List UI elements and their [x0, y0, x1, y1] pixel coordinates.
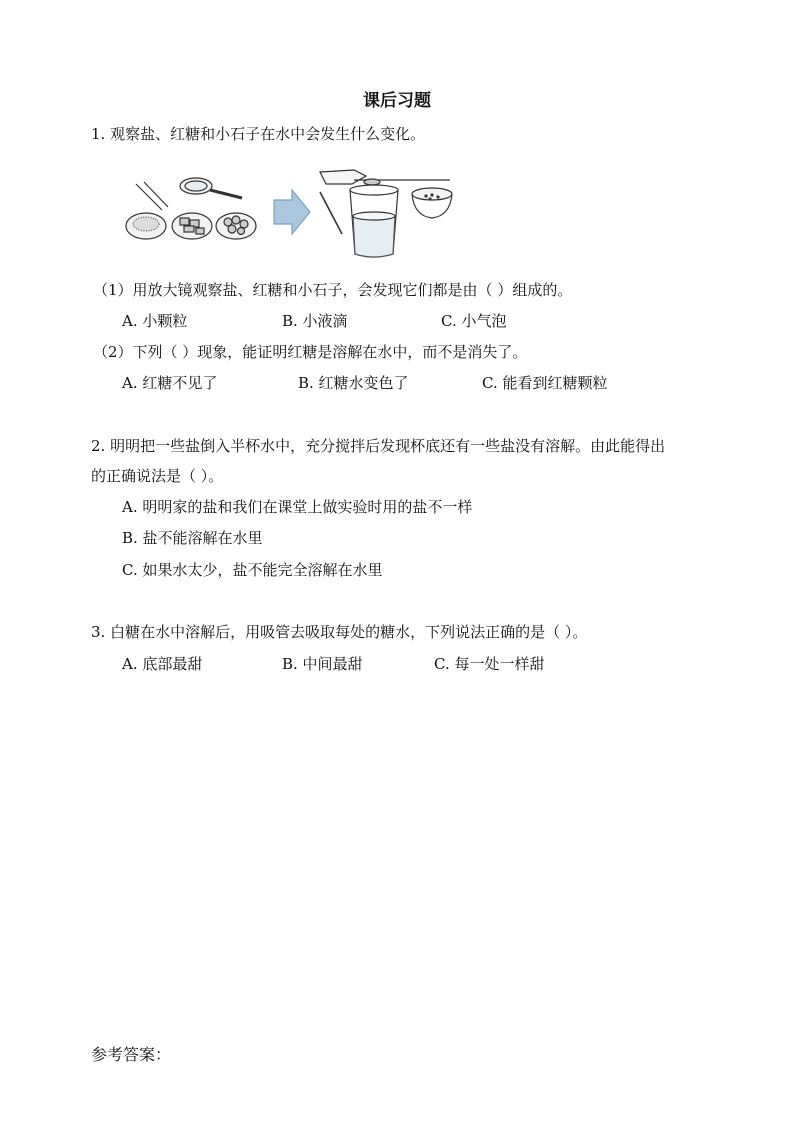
option-3-c[interactable]: C. 每一处一样甜	[434, 655, 545, 673]
option-2-c[interactable]: C. 如果水太少，盐不能完全溶解在水里	[122, 561, 383, 579]
option-3-a[interactable]: A. 底部最甜	[122, 655, 203, 673]
option-1-1-b[interactable]: B. 小液滴	[282, 312, 348, 330]
magnifying-glass-icon	[180, 178, 242, 198]
option-1-2-a[interactable]: A. 红糖不见了	[122, 374, 218, 392]
option-2-b[interactable]: B. 盐不能溶解在水里	[122, 529, 263, 547]
answer-key-header: 参考答案：	[91, 1045, 172, 1064]
sugar-bowl-icon	[412, 188, 452, 218]
question-2-stem-line-2: 的正确说法是（ ）。	[91, 467, 224, 485]
question-1-stem: 1. 观察盐、红糖和小石子在水中会发生什么变化。	[91, 125, 426, 143]
stones-plate-icon	[216, 213, 256, 239]
option-3-b[interactable]: B. 中间最甜	[282, 655, 363, 673]
experiment-illustration	[122, 162, 457, 262]
question-2-stem-line-1: 2. 明明把一些盐倒入半杯水中，充分搅拌后发现杯底还有一些盐没有溶解。由此能得出	[91, 437, 666, 455]
arrow-right-icon	[274, 190, 310, 234]
option-1-1-c[interactable]: C. 小气泡	[441, 312, 507, 330]
glass-of-water-icon	[350, 185, 398, 257]
question-1-sub-1: （1）用放大镜观察盐、红糖和小石子，会发现它们都是由（ ）组成的。	[93, 281, 573, 299]
stirring-rod-icon	[320, 192, 342, 234]
hand-spoon-icon	[320, 170, 450, 185]
question-1-sub-2: （2）下列（ ）现象，能证明红糖是溶解在水中，而不是消失了。	[93, 343, 528, 361]
option-1-1-a[interactable]: A. 小颗粒	[122, 312, 188, 330]
option-1-2-c[interactable]: C. 能看到红糖颗粒	[482, 374, 608, 392]
option-2-a[interactable]: A. 明明家的盐和我们在课堂上做实验时用的盐不一样	[122, 498, 473, 516]
page-title: 课后习题	[363, 91, 431, 111]
salt-plate-icon	[126, 213, 166, 239]
question-3-stem: 3. 白糖在水中溶解后，用吸管去吸取每处的糖水，下列说法正确的是（ ）。	[91, 623, 588, 641]
chopsticks-icon	[136, 182, 168, 210]
brown-sugar-plate-icon	[172, 213, 212, 239]
option-1-2-b[interactable]: B. 红糖水变色了	[298, 374, 409, 392]
